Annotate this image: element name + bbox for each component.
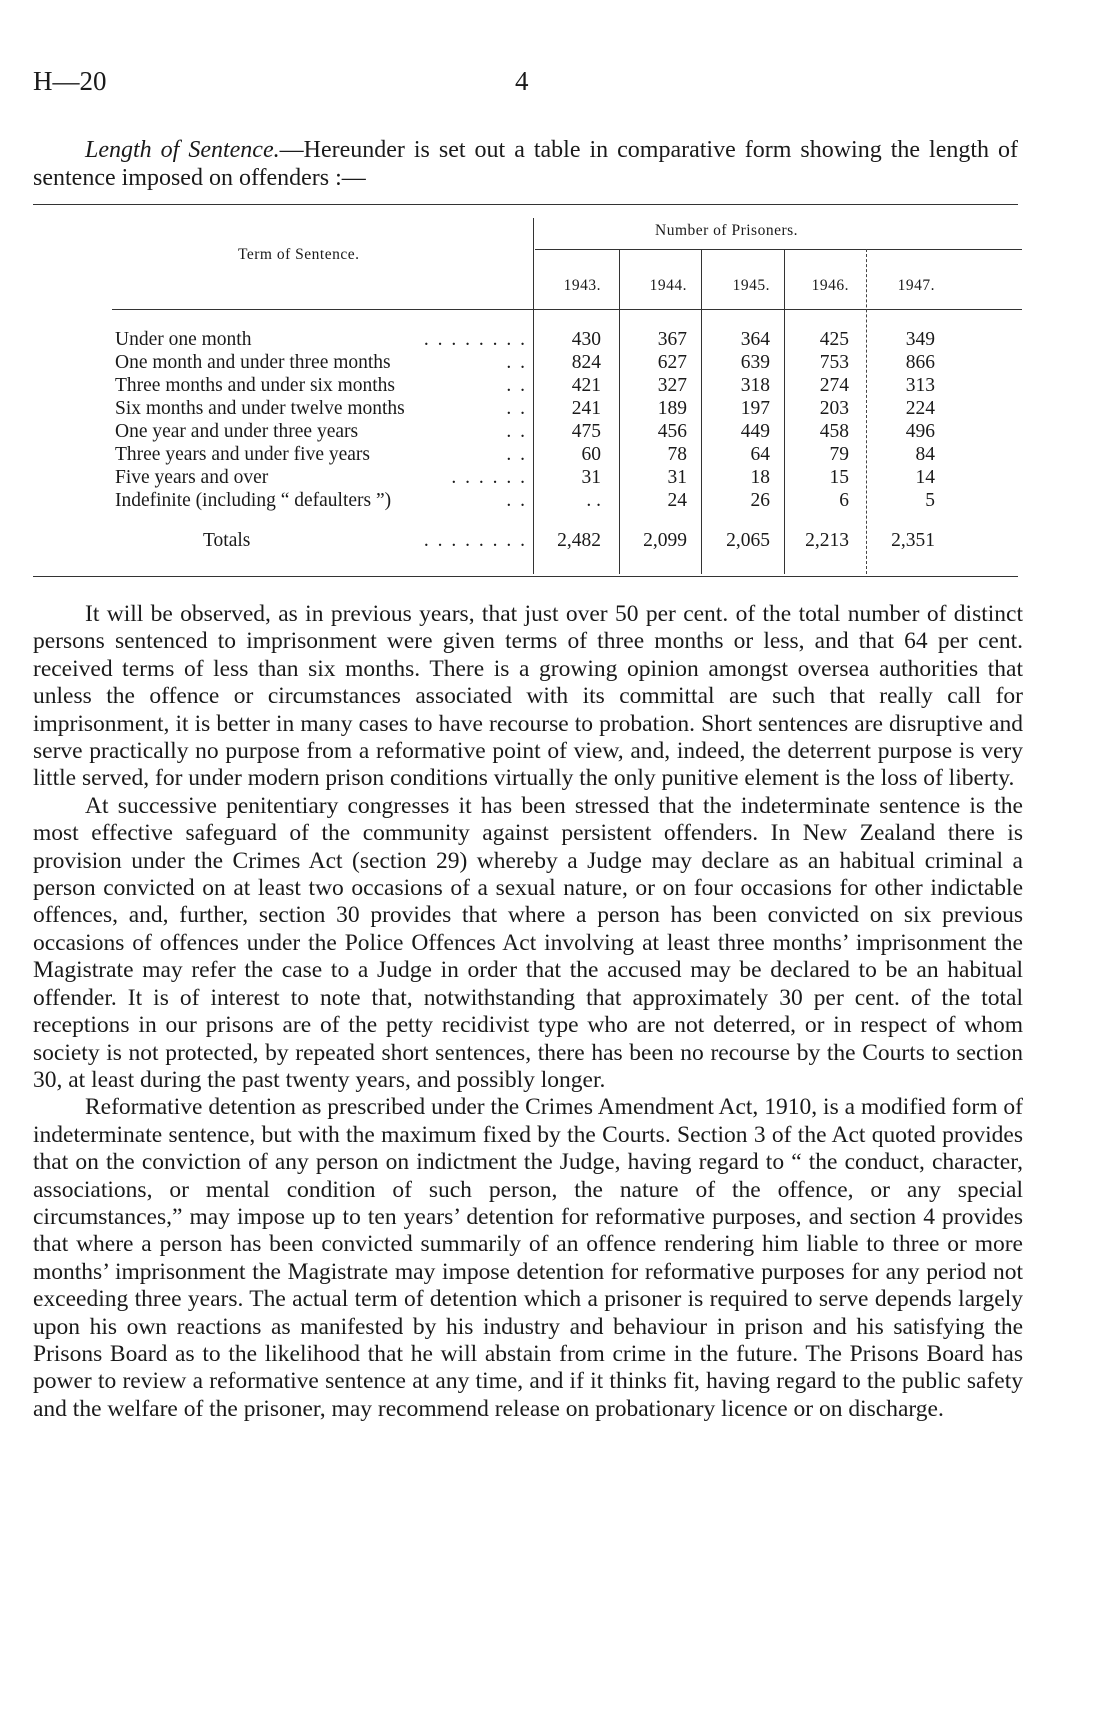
table-cell: 15 xyxy=(829,467,849,488)
table-bottom-rule xyxy=(33,576,1018,577)
table-row-label: Three months and under six months . . xyxy=(115,375,527,396)
table-cell: 60 xyxy=(581,444,601,465)
table-cell: 425 xyxy=(819,329,849,350)
table-cell: 421 xyxy=(571,375,601,396)
table-cell: 313 xyxy=(905,375,935,396)
intro-text: —Hereunder is set out a table in comparative form showing the length of sentence imposed on offenders :— xyxy=(33,137,1018,191)
table-cell: 24 xyxy=(667,490,687,511)
column-divider xyxy=(701,249,702,574)
totals-cell: 2,099 xyxy=(643,530,687,551)
header-bottom-rule xyxy=(112,309,1022,310)
section-heading: Length of Sentence. xyxy=(85,137,280,163)
table-row-label: Five years and over . . . . . . xyxy=(115,467,527,488)
totals-cell: 2,482 xyxy=(557,530,601,551)
table-cell: 78 xyxy=(667,444,687,465)
table-cell: 639 xyxy=(740,352,770,373)
year-header: 1944. xyxy=(649,277,687,294)
table-cell: 203 xyxy=(819,398,849,419)
page-number: 4 xyxy=(515,66,529,96)
table-cell: 627 xyxy=(657,352,687,373)
column-divider xyxy=(866,249,867,574)
paragraph: Reformative detention as prescribed under the Crimes Amendment Act, 1910, is a modified form of indeterminate sentence, but with the maximum fixed by the Courts. Section 3 of the Act quoted provides that on the conviction of any person on indictment the Judge, having regard to “ the conduct, character, associations, or mental condition of such person, the nature of the offence, or any special circumstances,” may impose up to ten years’ detention for reformative purposes, and section 4 provides that where a person has been convicted summarily of an offence rendering him liable to three or more months’ imprisonment the Magistrate may impose detention for reformative purposes for any period not exceeding three years. The actual term of detention which a prisoner is required to serve depends largely upon his own reactions as manifested by his industry and behaviour in prison and his satisfying the Prisons Board as to the likelihood that he will abstain from crime in the future. The Prisons Board has power to review a reformative sentence at any time, and if it thinks fit, having regard to the public safety and the welfare of the prisoner, may recommend release on probationary licence or on discharge. xyxy=(33,1094,1023,1422)
intro-paragraph xyxy=(33,136,1018,192)
table-cell: 18 xyxy=(750,467,770,488)
table-cell: 6 xyxy=(839,490,849,511)
table-cell: 449 xyxy=(740,421,770,442)
table-cell: 31 xyxy=(667,467,687,488)
table-cell: 31 xyxy=(581,467,601,488)
table-cell: 496 xyxy=(905,421,935,442)
table-cell: 64 xyxy=(750,444,770,465)
table-row-label: Under one month . . . . . . . . xyxy=(115,329,527,350)
table-cell: 430 xyxy=(571,329,601,350)
table-cell: 274 xyxy=(819,375,849,396)
table-cell: 475 xyxy=(571,421,601,442)
year-header: 1946. xyxy=(811,277,849,294)
year-header-rule xyxy=(535,249,1022,250)
column-divider xyxy=(784,249,785,574)
year-header: 1947. xyxy=(897,277,935,294)
body-text xyxy=(33,601,1023,1423)
table-cell: 458 xyxy=(819,421,849,442)
table-cell: 327 xyxy=(657,375,687,396)
column-divider xyxy=(619,249,620,574)
table-row-label: One month and under three months . . xyxy=(115,352,527,373)
document-reference: H—20 xyxy=(33,66,107,96)
table-cell: 241 xyxy=(571,398,601,419)
table-cell: 5 xyxy=(925,490,935,511)
table-cell: 26 xyxy=(750,490,770,511)
paragraph: At successive penitentiary congresses it has been stressed that the indeterminate sentence is the most effective safeguard of the community against persistent offenders. In New Zealand there is provision under the Crimes Act (section 29) whereby a Judge may declare as an habitual criminal a person convicted on at least two occasions of a sexual nature, or on four occasions for other indictable offences, and, further, section 30 provides that where a person has been convicted on six previous occasions of offences under the Police Offences Act involving at least three months’ imprisonment the Magistrate may refer the case to a Judge in order that the accused may be declared to be an habitual offender. It is of interest to note that, notwithstanding that approximately 30 per cent. of the total receptions in our prisons are of the petty recidivist type who are not deterred, or in respect of whom society is not protected, by repeated short sentences, there has been no recourse by the Courts to section 30, at least during the past twenty years, and possibly longer. xyxy=(33,792,1023,1093)
table-cell: 318 xyxy=(740,375,770,396)
table-cell: 824 xyxy=(571,352,601,373)
column-divider xyxy=(533,218,534,574)
table-cell: . . xyxy=(586,490,601,511)
table-cell: 753 xyxy=(819,352,849,373)
number-of-prisoners-header: Number of Prisoners. xyxy=(655,222,799,239)
table-cell: 866 xyxy=(905,352,935,373)
table-cell: 197 xyxy=(740,398,770,419)
table-cell: 189 xyxy=(657,398,687,419)
totals-cell: 2,213 xyxy=(805,530,849,551)
table-row-label: One year and under three years . . xyxy=(115,421,527,442)
table-cell: 456 xyxy=(657,421,687,442)
table-top-rule xyxy=(33,204,1018,205)
table-cell: 364 xyxy=(740,329,770,350)
table-cell: 367 xyxy=(657,329,687,350)
table-cell: 79 xyxy=(829,444,849,465)
paragraph: It will be observed, as in previous years, that just over 50 per cent. of the total number of distinct persons sentenced to imprisonment were given terms of three months or less, and that 64 per cent. received terms of less than six months. There is a growing opinion amongst oversea authorities that unless the offence or circumstances associated with its committal are such that really call for imprisonment, it is better in many cases to have recourse to probation. Short sentences are disruptive and serve practically no purpose from a reformative point of view, and, indeed, the deterrent purpose is very little served, for under modern prison conditions virtually the only punitive element is the loss of liberty. xyxy=(33,601,1023,792)
totals-cell: 2,065 xyxy=(726,530,770,551)
table-cell: 349 xyxy=(905,329,935,350)
term-header: Term of Sentence. xyxy=(238,246,360,263)
table-row-label: Indefinite (including “ defaulters ”) . . xyxy=(115,490,527,511)
table-row-label: Three years and under five years . . xyxy=(115,444,527,465)
table-cell: 84 xyxy=(915,444,935,465)
table-cell: 224 xyxy=(905,398,935,419)
totals-cell: 2,351 xyxy=(891,530,935,551)
year-header: 1945. xyxy=(732,277,770,294)
year-header: 1943. xyxy=(563,277,601,294)
table-row-label: Six months and under twelve months . . xyxy=(115,398,527,419)
totals-label: Totals . . . . . . . . xyxy=(203,530,527,551)
table-cell: 14 xyxy=(915,467,935,488)
